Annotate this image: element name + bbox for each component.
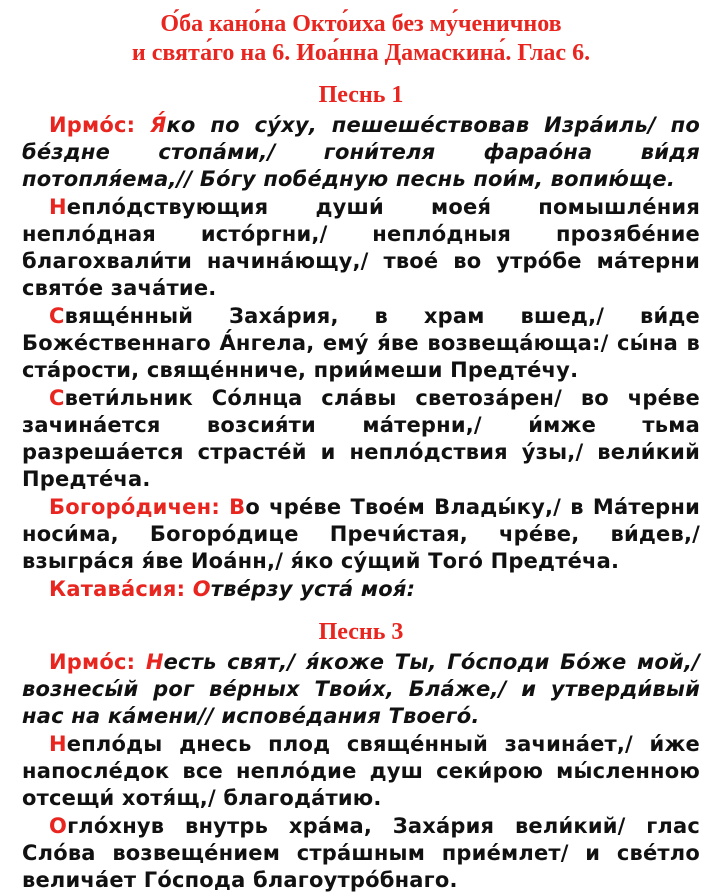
drop-initial: Н: [49, 195, 67, 219]
paragraph-text: тве́рзу уста́ моя́:: [210, 577, 416, 601]
title-line-1: О́ба кано́на Окто́иха без му́ченичнов: [160, 11, 562, 37]
rubric-label: Богорóдичен:: [49, 495, 230, 519]
drop-initial: О: [49, 814, 68, 838]
drop-initial: Н: [49, 732, 67, 756]
drop-initial: О: [192, 577, 211, 601]
paragraph-text: о чре́ве Твое́м Влады́ку,/ в Ма́терни носи́ма, Богорóдице Пречи́стая, чре́ве, ви́дев,/ взыгра́ся я́ве Иоа́нн,/ я́ко су́щий Тогó Предте́ча.: [22, 495, 700, 573]
theotokion-paragraph: [22, 494, 700, 575]
paragraph-text: еплóды днесь плод свяще́нный зачина́ет,/ и́же напосле́док все неплóдие душ секи́рою мы́сленною отсещи́ хотя́щ,/ благода́тию.: [22, 732, 700, 810]
troparion-paragraph: [22, 813, 700, 894]
drop-initial: Н: [145, 650, 164, 674]
rubric-label: Катава́сия:: [49, 577, 193, 601]
troparion-paragraph: [22, 731, 700, 812]
paragraph-text: есть свят,/ я́коже Ты, Го́споди Бо́же мой,/ вознесы́й рог ве́рных Твои́х, Бла́же,/ и утверди́вый нас на ка́мени// исповéдания Твоегó.: [22, 650, 700, 728]
paragraph-text: вети́льник Сóлнца сла́вы светоза́рен/ во чре́ве зачина́ется возсия́ти ма́терни,/ и́мже тьма разреша́ется страсте́й и неплóдствия у́зы,/ вели́кий Предте́ча.: [22, 386, 700, 491]
troparion-paragraph: [22, 303, 700, 384]
canon-title: [22, 10, 700, 68]
katavasia-paragraph: [22, 576, 700, 603]
paragraph-text: еплóдствующия души́ моея́ помышле́ния неплóдная истóргни,/ неплóдныя прозябе́ние благохвали́ти начина́ющу,/ твое́ во утрóбе ма́терни святóе зача́тие.: [22, 195, 700, 300]
troparion-paragraph: [22, 385, 700, 493]
paragraph-text: глóхнув внутрь хра́ма, Заха́рия вели́кий/ глас Слóва возвеще́нием стра́шным прие́млет/ и све́тло велича́ет Гóспода благоутрóбнаго.: [22, 814, 700, 892]
drop-initial: В: [229, 495, 246, 519]
troparion-paragraph: [22, 194, 700, 302]
paragraph-text: ко по су́ху, пешеше́ствовав Изра́иль/ по бе́здне стопа́ми,/ гони́теля фарао́на ви́дя потопля́ема,// Бо́гу побе́дную песнь пои́м, вопию́ще.: [22, 113, 700, 191]
drop-initial: С: [49, 304, 65, 328]
title-line-2: и свята́го на 6. Иоа́нна Дамаскина́. Глас 6.: [131, 40, 591, 66]
rubric-label: Ирмо́с:: [49, 650, 146, 674]
ode-heading: Песнь 1: [318, 82, 404, 108]
rubric-label: Ирмо́с:: [49, 113, 151, 137]
drop-initial: Я́: [150, 113, 167, 137]
irmos-paragraph: [22, 112, 700, 193]
drop-initial: С: [49, 386, 65, 410]
ode-heading: Песнь 3: [318, 619, 404, 645]
paragraph-text: вяще́нный Заха́рия, в храм вшед,/ ви́де Боже́ственнаго А́нгела, ему́ я́ве возвеща́юща:/ сы́на в ста́рости, свяще́нниче, прии́меши Предте́чу.: [22, 304, 700, 382]
irmos-paragraph: [22, 649, 700, 730]
